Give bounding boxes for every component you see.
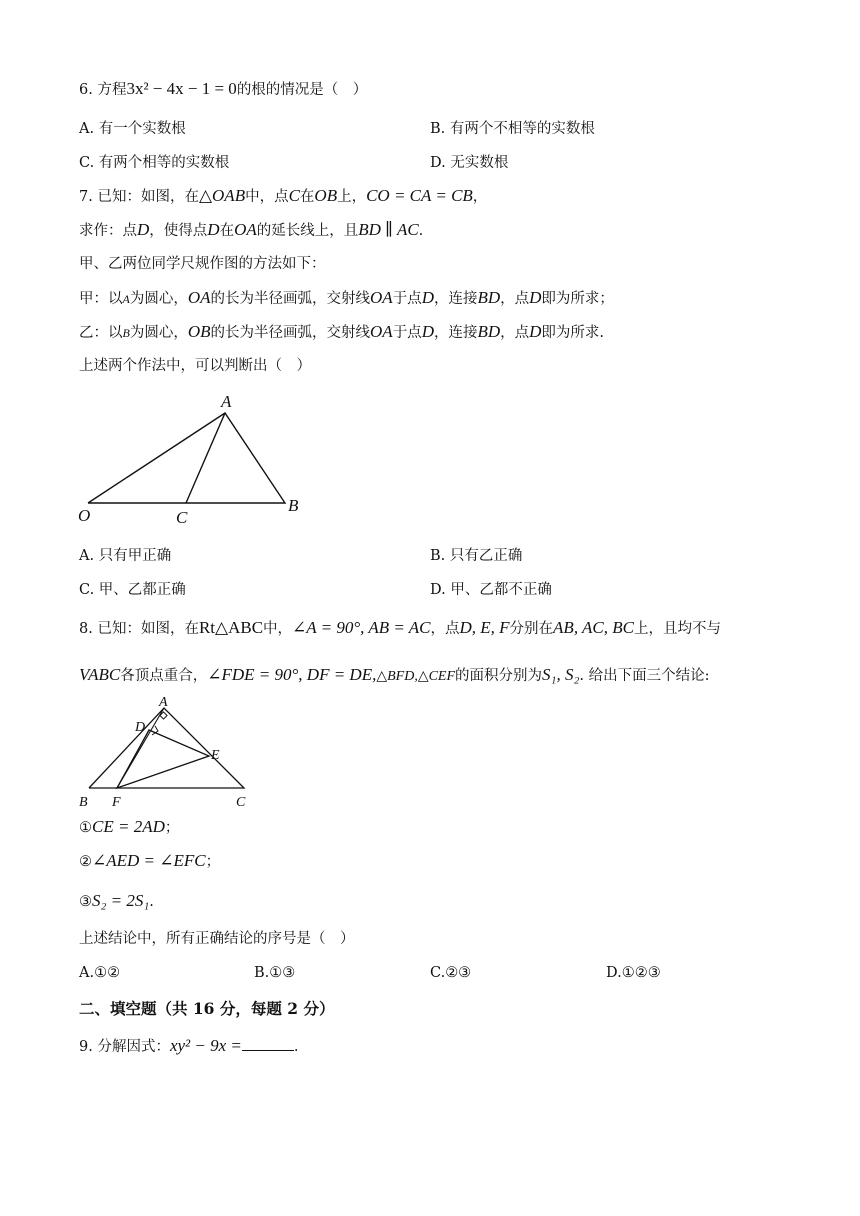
q8-figure bbox=[74, 693, 264, 813]
q7-line1: 7. 已知：如图，在△OAB中，点C在OB上，CO = CA = CB， bbox=[79, 186, 488, 205]
q8-label-b: B bbox=[79, 795, 88, 810]
q9-answer-blank[interactable] bbox=[242, 1036, 294, 1051]
q8-triangle-abc bbox=[89, 708, 244, 788]
q8-line1: 8. 已知：如图，在Rt△ABC中，∠A = 90°, AB = AC，点D, E, F分别在AB, AC, BC上，且均不与 bbox=[79, 618, 721, 637]
q8-prompt: 上述结论中，所有正确结论的序号是（ ） bbox=[79, 931, 355, 947]
q8-label-e: E bbox=[211, 748, 220, 763]
q8-option-a[interactable]: A.①② bbox=[79, 965, 121, 981]
q7-label-o: O bbox=[78, 506, 91, 525]
q7-line6: 上述两个作法中，可以判断出（ ） bbox=[79, 358, 311, 374]
q6-option-b[interactable]: B. 有两个不相等的实数根 bbox=[430, 121, 595, 137]
q9-stem: 9. 分解因式：xy² − 9x = . bbox=[79, 1036, 299, 1055]
q7-figure bbox=[70, 385, 320, 530]
q7-option-d[interactable]: D. 甲、乙都不正确 bbox=[430, 582, 552, 598]
section-heading-fill-in: 二、填空题（共 16 分，每题 2 分） bbox=[79, 999, 335, 1018]
q7-label-c: C bbox=[176, 508, 188, 527]
q8-label-c: C bbox=[236, 795, 246, 810]
q8-option-c[interactable]: C.②③ bbox=[430, 965, 472, 981]
q7-line2: 求作：点D，使得点D在OA的延长线上，且BD ∥ AC. bbox=[79, 220, 424, 239]
q7-label-a: A bbox=[221, 392, 232, 411]
q7-line4: 甲：以A为圆心，OA的长为半径画弧，交射线OA于点D，连接BD，点D即为所求； bbox=[79, 288, 614, 307]
q7-line5: 乙：以B为圆心，OB的长为半径画弧，交射线OA于点D，连接BD，点D即为所求. bbox=[79, 322, 605, 341]
q8-option-d[interactable]: D.①②③ bbox=[606, 965, 661, 981]
q8-label-f: F bbox=[112, 795, 121, 810]
q6-option-a[interactable]: A. 有一个实数根 bbox=[79, 121, 186, 137]
q7-option-c[interactable]: C. 甲、乙都正确 bbox=[79, 582, 186, 598]
q6-option-d[interactable]: D. 无实数根 bbox=[430, 155, 509, 171]
q7-label-b: B bbox=[288, 496, 299, 515]
q9-expression: xy² − 9x = bbox=[169, 1036, 242, 1055]
q8-label-d: D bbox=[135, 720, 146, 735]
q7-line3: 甲、乙两位同学尺规作图的方法如下： bbox=[79, 256, 326, 272]
q6-option-c[interactable]: C. 有两个相等的实数根 bbox=[79, 155, 230, 171]
q7-triangle-oab bbox=[88, 413, 285, 503]
q8-label-a: A bbox=[159, 695, 168, 710]
q7-option-b[interactable]: B. 只有乙正确 bbox=[430, 548, 523, 564]
q7-option-a[interactable]: A. 只有甲正确 bbox=[79, 548, 172, 564]
q8-conclusion-2: ②∠AED = ∠EFC； bbox=[79, 851, 221, 870]
q8-conclusion-3: ③S₂ = 2S₁. bbox=[79, 891, 154, 910]
q8-line2: VABC各顶点重合，∠FDE = 90°, DF = DE,△BFD,△CEF的面积分别为S₁, S₂. 给出下面三个结论: bbox=[79, 665, 710, 684]
q8-option-b[interactable]: B.①③ bbox=[254, 965, 296, 981]
q6-stem: 6. 方程3x² − 4x − 1 = 0的根的情况是（ ） bbox=[79, 79, 368, 98]
q8-conclusion-1: ①CE = 2AD； bbox=[79, 817, 180, 836]
q6-equation: 3x² − 4x − 1 = 0 bbox=[126, 79, 237, 98]
